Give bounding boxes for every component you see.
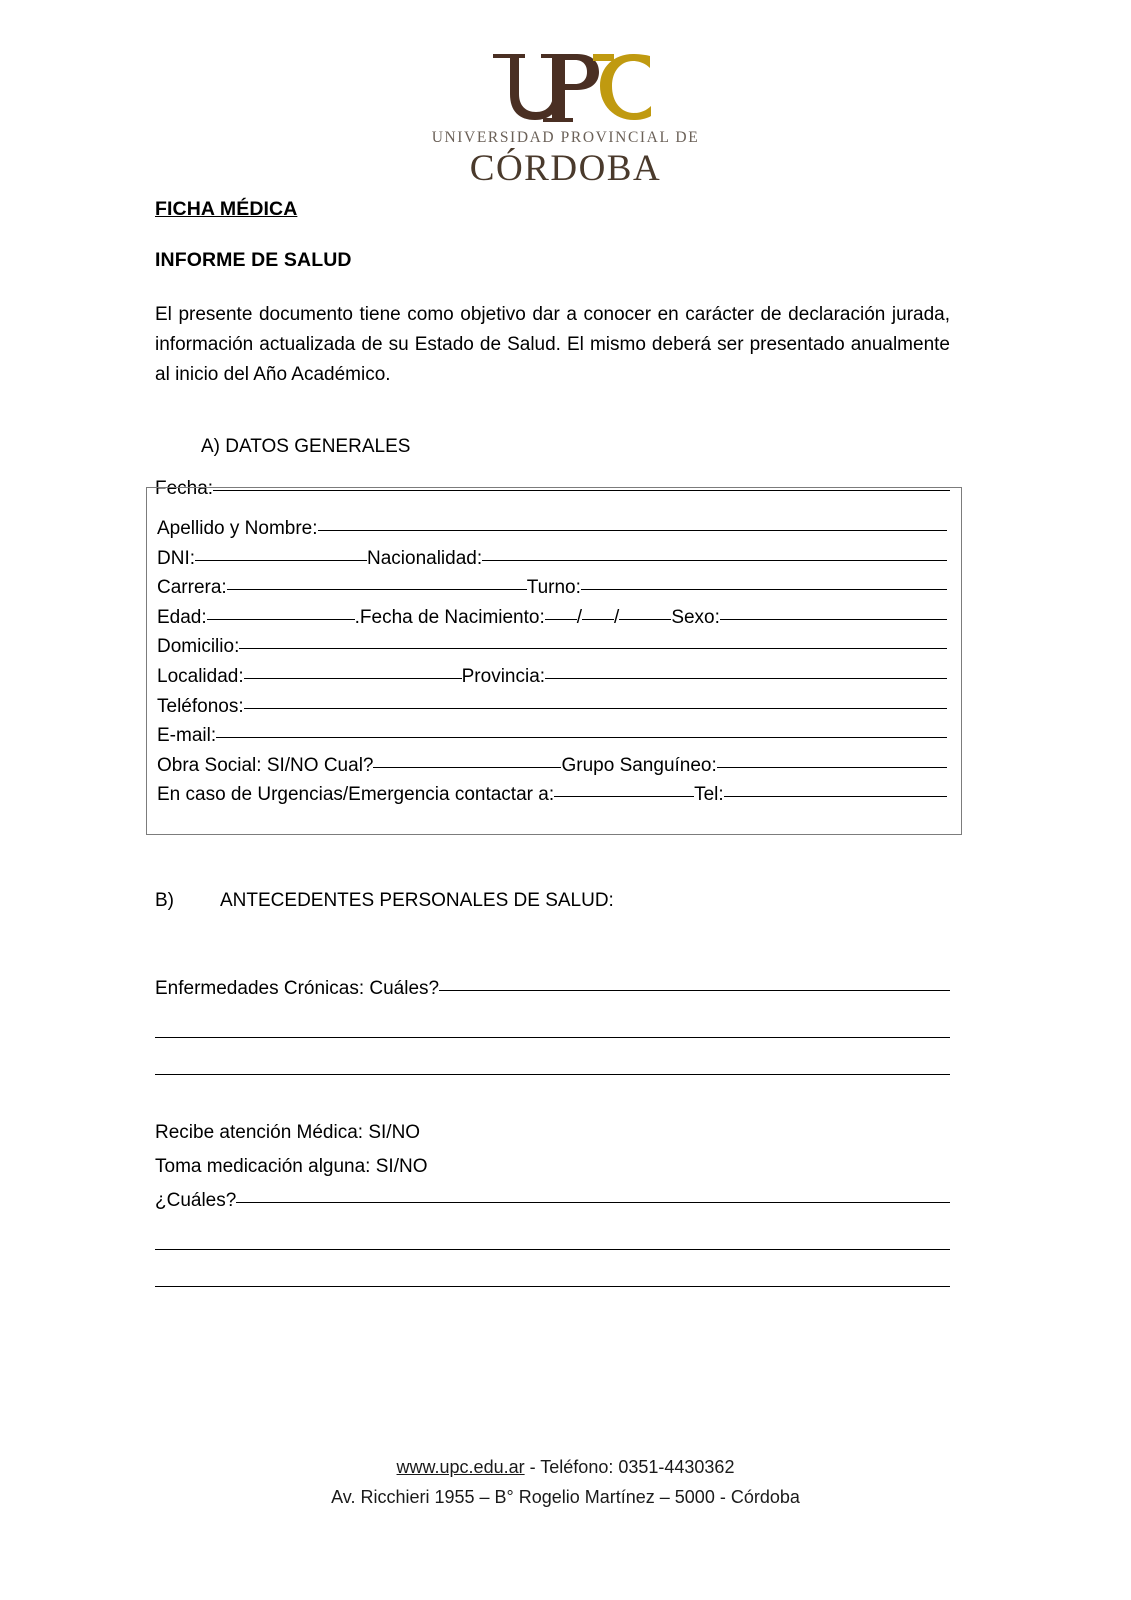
field-row-urgencias bbox=[157, 784, 947, 814]
footer-address: Av. Ricchieri 1955 – B° Rogelio Martínez – 5000 - Córdoba bbox=[331, 1487, 800, 1507]
grupo-sanguineo-input-line[interactable] bbox=[717, 767, 947, 768]
enfermedades-label: Enfermedades Crónicas: Cuáles? bbox=[155, 978, 440, 999]
page-title: FICHA MÉDICA bbox=[155, 198, 298, 220]
carrera-label: Carrera: bbox=[157, 577, 227, 599]
section-b-title: ANTECEDENTES PERSONALES DE SALUD: bbox=[220, 890, 614, 911]
telefonos-input-line[interactable] bbox=[244, 708, 947, 709]
footer-website-link[interactable]: www.upc.edu.ar bbox=[396, 1457, 525, 1477]
nacionalidad-label: Nacionalidad: bbox=[367, 547, 483, 569]
tel-label: Tel: bbox=[694, 784, 724, 806]
provincia-label: Provincia: bbox=[461, 665, 546, 687]
datos-generales-box bbox=[146, 487, 962, 835]
email-label: E-mail: bbox=[157, 725, 217, 747]
field-row-carrera-turno bbox=[157, 577, 947, 607]
field-row-telefonos bbox=[157, 696, 947, 726]
cuales-row bbox=[155, 1190, 950, 1212]
dni-input-line[interactable] bbox=[195, 560, 367, 561]
telefonos-label: Teléfonos: bbox=[157, 695, 244, 717]
cuales-input-line-3[interactable] bbox=[155, 1286, 950, 1287]
upc-monogram-icon bbox=[481, 48, 651, 126]
sexo-input-line[interactable] bbox=[720, 619, 947, 620]
recibe-atencion-row: Recibe atención Médica: SI/NO bbox=[155, 1122, 421, 1143]
turno-label: Turno: bbox=[526, 577, 581, 599]
nacimiento-month-line[interactable] bbox=[582, 619, 614, 620]
toma-medicacion-row: Toma medicación alguna: SI/NO bbox=[155, 1156, 428, 1177]
enfermedades-row bbox=[155, 978, 950, 1000]
email-input-line[interactable] bbox=[216, 737, 947, 738]
medicacion-block bbox=[155, 1122, 950, 1287]
nacimiento-day-line[interactable] bbox=[545, 619, 577, 620]
dni-label: DNI: bbox=[157, 547, 195, 569]
nacimiento-year-line[interactable] bbox=[619, 619, 671, 620]
field-row-domicilio bbox=[157, 636, 947, 666]
edad-input-line[interactable] bbox=[207, 619, 355, 620]
logo-university-name: CÓRDOBA bbox=[469, 148, 662, 189]
field-row-email bbox=[157, 725, 947, 755]
urgencias-contacto-line[interactable] bbox=[554, 796, 694, 797]
carrera-input-line[interactable] bbox=[227, 589, 527, 590]
footer-phone: - Teléfono: 0351-4430362 bbox=[524, 1457, 735, 1477]
domicilio-input-line[interactable] bbox=[239, 648, 947, 649]
field-row-localidad-provincia bbox=[157, 666, 947, 696]
fecha-label: Fecha: bbox=[155, 478, 214, 499]
enfermedades-input-line-3[interactable] bbox=[155, 1074, 950, 1075]
edad-label: Edad: bbox=[157, 606, 207, 628]
upc-logo bbox=[0, 48, 1131, 190]
urgencias-label: En caso de Urgencias/Emergencia contactar a: bbox=[157, 784, 555, 806]
enfermedades-input-line-1[interactable] bbox=[439, 990, 950, 991]
field-row-edad-nacimiento-sexo bbox=[157, 607, 947, 637]
field-row-dni-nacionalidad bbox=[157, 548, 947, 578]
provincia-input-line[interactable] bbox=[545, 678, 947, 679]
document-content bbox=[155, 198, 950, 500]
localidad-label: Localidad: bbox=[157, 665, 244, 687]
footer-line-1 bbox=[0, 1452, 1131, 1482]
field-row-apellido bbox=[157, 518, 947, 548]
page-subtitle: INFORME DE SALUD bbox=[155, 249, 352, 271]
urgencias-tel-line[interactable] bbox=[724, 796, 947, 797]
nacimiento-slash-1: / bbox=[576, 606, 583, 628]
sexo-label: Sexo: bbox=[671, 606, 720, 628]
cuales-label: ¿Cuáles? bbox=[155, 1190, 237, 1211]
intro-paragraph: El presente documento tiene como objetivo dar a conocer en carácter de declaración jurada, información actualizada de su Estado de Salud. El mismo deberá ser presentado anualmente al inicio del Año Académico. bbox=[155, 304, 950, 385]
section-b-heading bbox=[155, 890, 950, 912]
domicilio-label: Domicilio: bbox=[157, 636, 240, 658]
obra-social-label: Obra Social: SI/NO Cual? bbox=[157, 754, 374, 776]
cuales-input-line-1[interactable] bbox=[236, 1202, 950, 1203]
apellido-input-line[interactable] bbox=[318, 530, 947, 531]
nacionalidad-input-line[interactable] bbox=[482, 560, 947, 561]
nacimiento-slash-2: / bbox=[614, 606, 620, 628]
apellido-label: Apellido y Nombre: bbox=[157, 518, 318, 539]
fecha-nacimiento-label: .Fecha de Nacimiento: bbox=[354, 606, 545, 628]
enfermedades-cronicas-block bbox=[155, 978, 950, 1075]
grupo-sanguineo-label: Grupo Sanguíneo: bbox=[561, 754, 717, 776]
turno-input-line[interactable] bbox=[581, 589, 947, 590]
localidad-input-line[interactable] bbox=[244, 678, 462, 679]
obra-social-input-line[interactable] bbox=[373, 767, 561, 768]
field-row-obra-social bbox=[157, 755, 947, 785]
page-footer bbox=[0, 1452, 1131, 1512]
section-b-letter: B) bbox=[155, 890, 174, 911]
logo-subtitle: UNIVERSIDAD PROVINCIAL DE bbox=[431, 129, 700, 146]
section-a-heading: A) DATOS GENERALES bbox=[201, 436, 411, 457]
